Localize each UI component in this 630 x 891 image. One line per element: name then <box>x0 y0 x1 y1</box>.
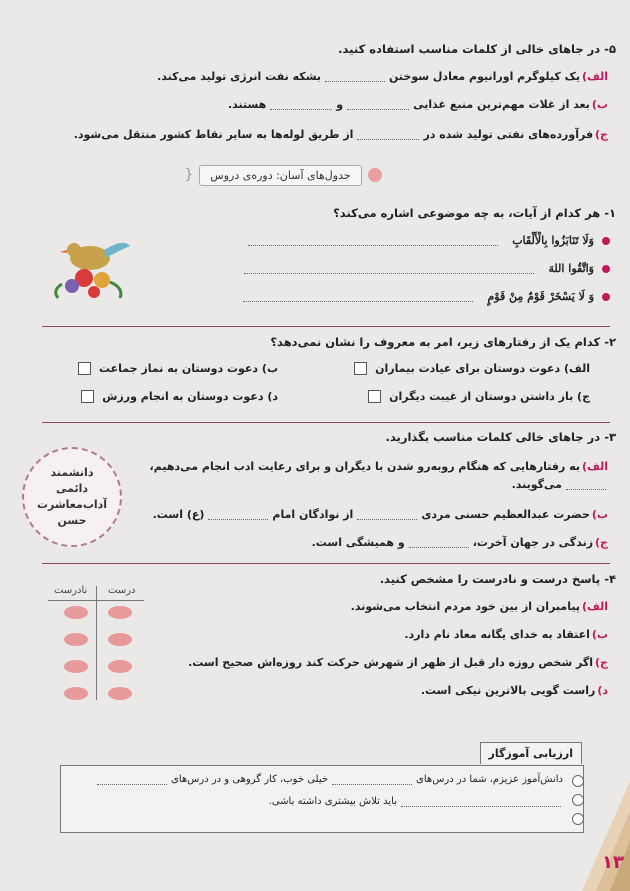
q2-option-a-checkbox[interactable] <box>354 362 367 375</box>
teacher-eval-line1-b: خیلی خوب، کار گروهی و در درس‌های <box>171 774 329 785</box>
true-option-3[interactable] <box>108 660 132 673</box>
q5-b-label: ب) <box>591 98 608 111</box>
q3-c-label: ج) <box>595 536 608 549</box>
word-bank <box>22 447 122 547</box>
q5-c-blank[interactable] <box>357 129 419 140</box>
section-divider <box>42 326 610 327</box>
true-option-4[interactable] <box>108 687 132 700</box>
tf-column-rule <box>96 586 97 700</box>
q4-item-text: اگر شخص روزه دار قبل از ظهر از شهرش حرکت کند روزه‌اش صحیح است. <box>188 656 594 669</box>
q2-option-c-label: ج) باز داشتن دوستان از غیبت دیگران <box>389 390 590 403</box>
q3-a-label: الف) <box>581 460 608 473</box>
q3-b-pre: حضرت عبدالعظیم حسنی مردی <box>421 508 590 521</box>
true-option-2[interactable] <box>108 633 132 646</box>
q3-c-blank[interactable] <box>409 537 469 548</box>
q5-c-post: از طریق لوله‌ها به سایر نقاط کشور منتقل می‌شود. <box>73 128 354 141</box>
q5-a-label: الف) <box>581 70 608 83</box>
q5-title: ۵- در جاهای خالی از کلمات مناسب استفاده کنید. <box>338 42 616 56</box>
q2-option-a-label: الف) دعوت دوستان برای عیادت بیماران <box>375 362 590 375</box>
q3-b-mid: از نوادگان امام <box>272 508 354 521</box>
teacher-eval-line2: باید تلاش بیشتری داشته باشی. <box>268 796 397 807</box>
q4-item <box>351 600 608 613</box>
bird-flowers-illustration <box>44 232 136 302</box>
q1-answer-3[interactable] <box>243 291 473 302</box>
q3-b-blank-2[interactable] <box>208 509 268 520</box>
teacher-eval-box <box>60 765 584 833</box>
q4-item <box>421 684 608 697</box>
q4-title: ۴- پاسخ درست و نادرست را مشخص کنید. <box>379 572 616 586</box>
q1-answer-1[interactable] <box>248 235 498 246</box>
q2-option-b-label: ب) دعوت دوستان به نماز جماعت <box>98 362 278 375</box>
q3-item-c <box>312 536 608 549</box>
q1-item-2 <box>242 262 610 275</box>
q5-b-blank-1[interactable] <box>347 99 409 110</box>
q3-a-line2: می‌گویند. <box>511 478 562 491</box>
q5-item-c <box>74 128 608 141</box>
teacher-eval-line1-a: دانش‌آموز عزیزم، شما در درس‌های <box>416 774 563 785</box>
badge-label: جدول‌های آسان: دوره‌ی دروس <box>199 165 361 186</box>
teacher-eval-blank-2[interactable] <box>97 774 167 785</box>
q2-title: ۲- کدام یک از رفتارهای زیر، امر به معروف را نشان نمی‌دهد؟ <box>270 335 616 349</box>
q1-title: ۱- هر کدام از آیات، به چه موضوعی اشاره می‌کند؟ <box>333 206 616 220</box>
bullet-icon <box>602 293 610 301</box>
q3-item-a-cont <box>512 478 608 491</box>
q3-b-label: ب) <box>591 508 608 521</box>
word-bank-item: حسن <box>57 514 87 527</box>
q5-a-pre: یک کیلوگرم اورانیوم معادل سوختن <box>389 70 580 83</box>
q1-verse-2: وَاتَّقُوا اللهَ <box>548 262 594 275</box>
q5-b-blank-2[interactable] <box>270 99 332 110</box>
bracket-icon: { <box>184 167 194 183</box>
section-divider <box>42 422 610 423</box>
true-option-1[interactable] <box>108 606 132 619</box>
col-true-header: درست <box>108 585 136 596</box>
q1-verse-1: وَلَا تَنَابَزُوا بِالْأَلْقَابِ <box>512 234 594 247</box>
teacher-eval-line-2 <box>269 796 563 807</box>
false-option-1[interactable] <box>64 606 88 619</box>
q5-a-blank[interactable] <box>325 71 385 82</box>
q5-a-post: بشکه نفت انرژی تولید می‌کند. <box>157 70 322 83</box>
q5-b-mid: و <box>336 98 344 111</box>
q5-b-post: هستند. <box>227 98 267 111</box>
q1-item-3 <box>241 290 610 303</box>
q3-a-blank[interactable] <box>566 479 606 490</box>
teacher-eval-line-1 <box>95 774 563 785</box>
q2-option-d[interactable] <box>75 390 278 403</box>
false-option-4[interactable] <box>64 687 88 700</box>
q3-c-mid: و همیشگی است. <box>311 536 405 549</box>
q2-option-d-label: د) دعوت دوستان به انجام ورزش <box>102 390 278 403</box>
q3-a-line1: به رفتارهایی که هنگام روبه‌رو شدن با دیگران و برای رعایت ادب انجام می‌دهیم، <box>149 460 580 473</box>
q5-item-b <box>228 98 608 111</box>
q2-option-c[interactable] <box>362 390 590 403</box>
word-bank-item: آداب‌معاشرت <box>36 498 108 511</box>
q5-b-pre: بعد از غلات مهم‌ترین منبع غذایی <box>413 98 590 111</box>
q4-item <box>188 656 608 669</box>
q3-item-a <box>150 460 608 473</box>
q3-b-post: (ع) است. <box>152 508 205 521</box>
q1-answer-2[interactable] <box>244 263 534 274</box>
q3-title: ۳- در جاهای خالی کلمات مناسب بگذارید. <box>385 430 616 444</box>
q4-item <box>404 628 608 641</box>
q2-option-c-checkbox[interactable] <box>368 390 381 403</box>
q5-c-label: ج) <box>595 128 608 141</box>
q4-item-label: د) <box>597 684 608 697</box>
col-false-header: نادرست <box>54 585 88 596</box>
q4-item-label: ج) <box>595 656 608 669</box>
teacher-eval-blank-3[interactable] <box>401 796 561 807</box>
section-badge <box>168 162 398 188</box>
q1-item-1 <box>246 234 610 247</box>
q4-item-label: ب) <box>591 628 608 641</box>
q5-c-pre: فرآورده‌های نفتی تولید شده در <box>423 128 594 141</box>
word-bank-item: دائمی <box>55 482 89 495</box>
teacher-eval-title: ارزیابی آموزگار <box>480 742 582 764</box>
q2-option-b-checkbox[interactable] <box>78 362 91 375</box>
ornament-icon <box>368 168 382 182</box>
word-bank-item: دانشمند <box>50 466 94 479</box>
q3-item-b <box>153 508 608 521</box>
false-option-3[interactable] <box>64 660 88 673</box>
teacher-eval-blank-1[interactable] <box>332 774 412 785</box>
q3-b-blank-1[interactable] <box>357 509 417 520</box>
bullet-icon <box>602 265 610 273</box>
section-divider <box>42 563 610 564</box>
bullet-icon <box>602 237 610 245</box>
page-number: ۱۳ <box>602 852 624 873</box>
q5-item-a <box>157 70 608 83</box>
q4-item-text: راست گویی بالاترین نیکی است. <box>420 684 596 697</box>
q1-verse-3: وَ لَا يَسْخَرْ قَوْمٌ مِنْ قَوْمٍ <box>487 290 594 303</box>
false-option-2[interactable] <box>64 633 88 646</box>
q4-item-text: پیامبران از بین خود مردم انتخاب می‌شوند. <box>350 600 580 613</box>
q2-option-d-checkbox[interactable] <box>81 390 94 403</box>
q4-item-text: اعتقاد به خدای یگانه معاد نام دارد. <box>404 628 590 641</box>
q3-c-pre: زندگی در جهان آخرت، <box>472 536 594 549</box>
q2-option-b[interactable] <box>72 362 278 375</box>
q4-item-label: الف) <box>581 600 608 613</box>
q2-option-a[interactable] <box>348 362 590 375</box>
